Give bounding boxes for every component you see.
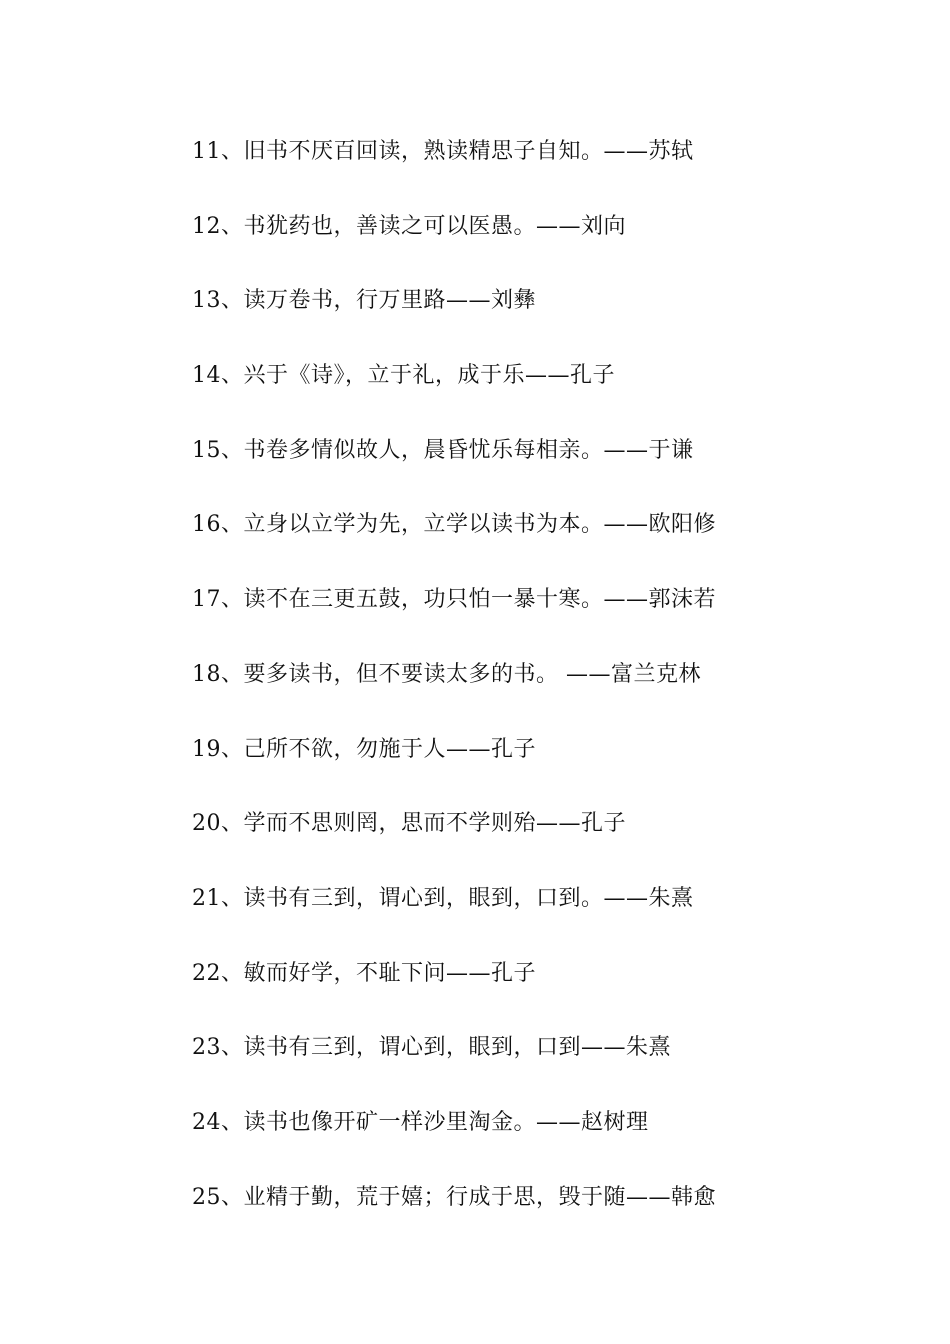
quote-line-21: 21、读书有三到，谓心到，眼到，口到。——朱熹 [192, 885, 694, 911]
quote-line-11: 11、旧书不厌百回读，熟读精思子自知。——苏轼 [192, 139, 694, 164]
quote-line-23: 23、读书有三到，谓心到，眼到，口到——朱熹 [192, 1035, 671, 1061]
quote-line-22: 22、敏而好学，不耻下问——孔子 [192, 960, 536, 986]
quote-list [192, 131, 892, 1251]
quote-line-18: 18、要多读书，但不要读太多的书。 ——富兰克林 [192, 661, 701, 687]
quote-line-12: 12、书犹药也，善读之可以医愚。——刘向 [192, 213, 626, 239]
quote-line-16: 16、立身以立学为先，立学以读书为本。——欧阳修 [192, 512, 716, 538]
quote-line-24: 24、读书也像开矿一样沙里淘金。——赵树理 [192, 1109, 649, 1135]
quote-line-19: 19、己所不欲，勿施于人——孔子 [192, 736, 536, 762]
quote-line-15: 15、书卷多情似故人，晨昏忧乐每相亲。——于谦 [192, 437, 694, 463]
quote-line-17: 17、读不在三更五鼓，功只怕一暴十寒。——郭沫若 [192, 587, 716, 613]
quote-line-20: 20、学而不思则罔，思而不学则殆——孔子 [192, 811, 626, 837]
quote-line-14: 14、兴于《诗》，立于礼，成于乐——孔子 [192, 363, 615, 389]
quote-line-25: 25、业精于勤，荒于嬉；行成于思，毁于随——韩愈 [192, 1184, 716, 1210]
quote-line-13: 13、读万卷书，行万里路——刘彝 [192, 288, 536, 314]
